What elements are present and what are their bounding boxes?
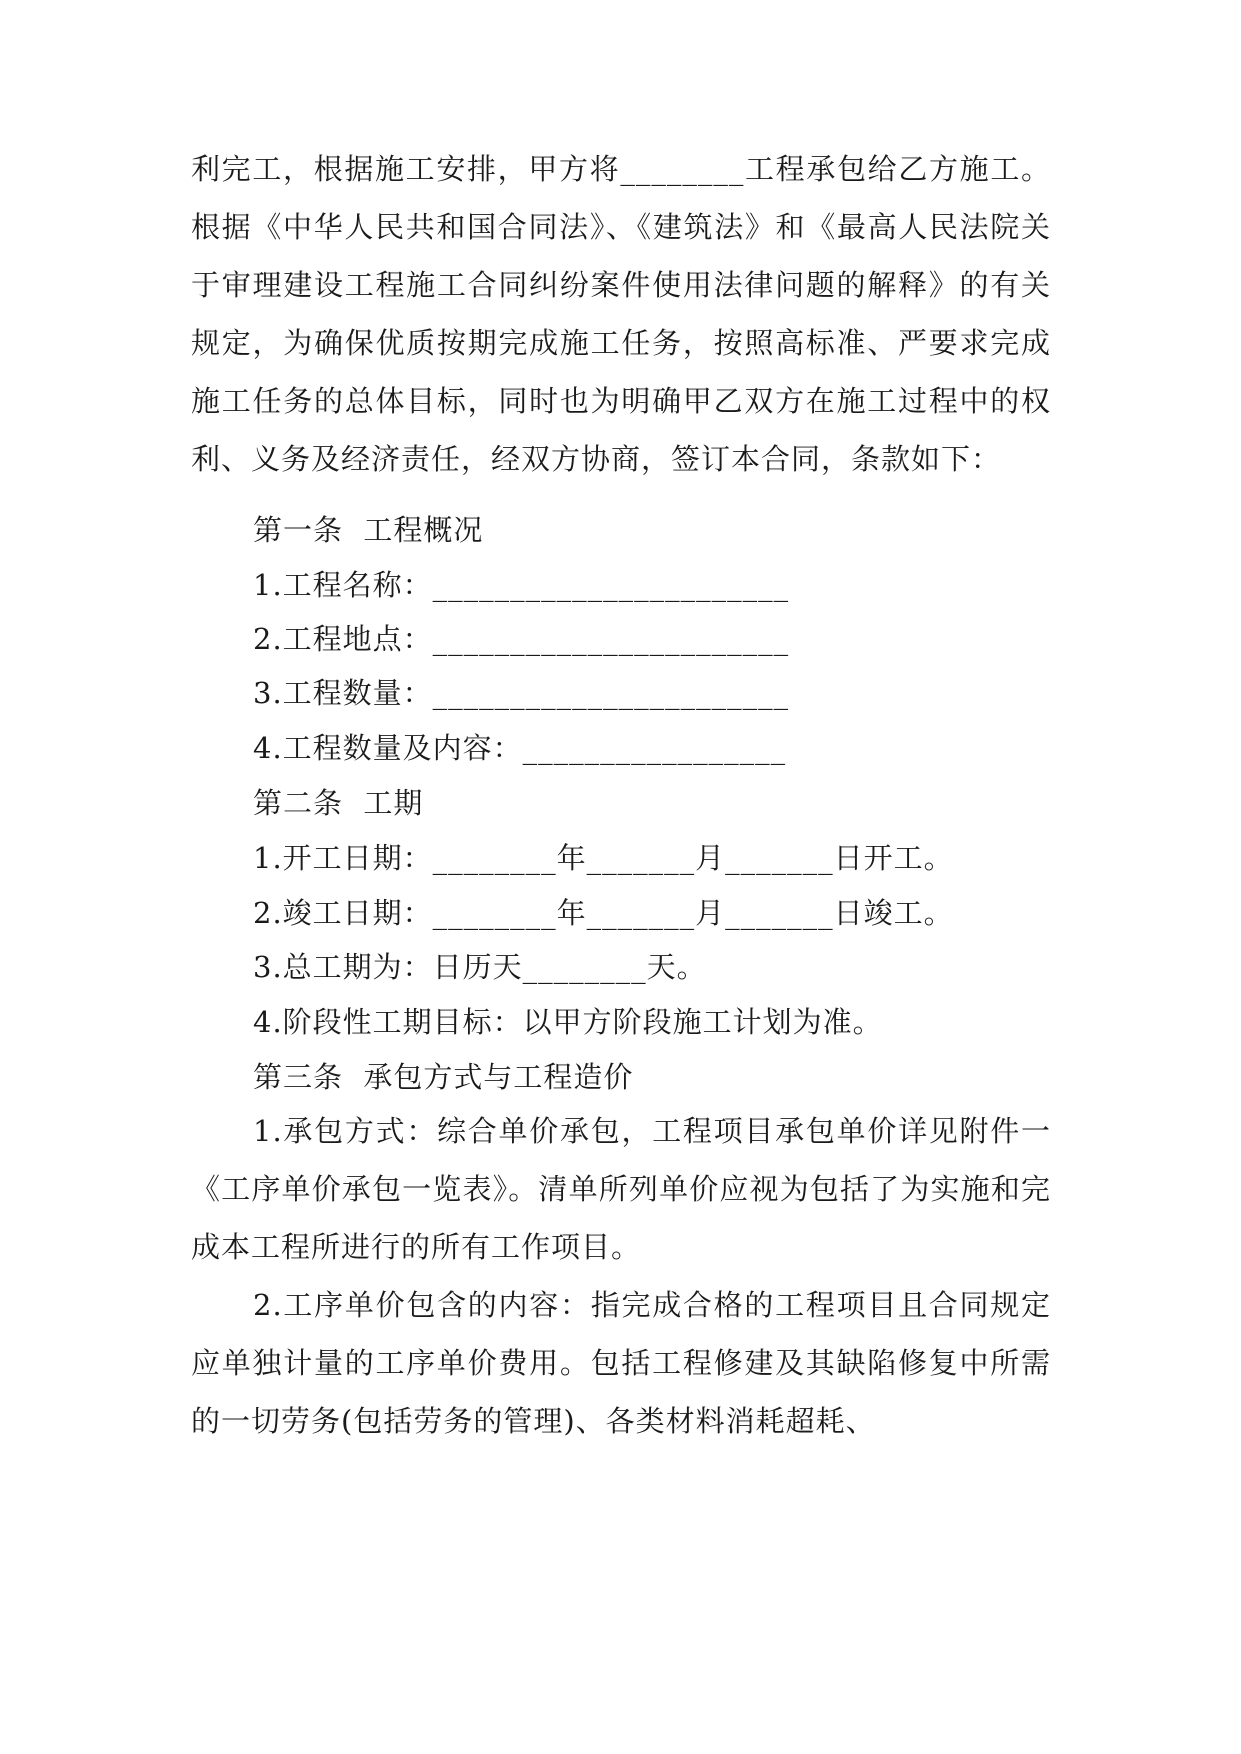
- article-3-paragraph-1: 1.承包方式：综合单价承包，工程项目承包单价详见附件一《工序单价承包一览表》。清单所列单价应视为包括了为实施和完成本工程所进行的所有工作项目。: [191, 1114, 1051, 1264]
- article-1-item-quantity-content: 4.工程数量及内容：_________________: [253, 731, 787, 765]
- article-2-item-end-date: 2.竣工日期：________年_______月_______日竣工。: [253, 896, 954, 930]
- article-1-heading: 第一条 工程概况: [253, 513, 484, 547]
- article-3-heading: 第三条 承包方式与工程造价: [253, 1060, 634, 1094]
- article-2-heading: 第二条 工期: [253, 786, 424, 820]
- article-1-item-quantity: 3.工程数量：_______________________: [253, 676, 790, 710]
- article-3-paragraph-2: 2.工序单价包含的内容：指完成合格的工程项目且合同规定应单独计量的工序单价费用。包括工程修建及其缺陷修复中所需的一切劳务(包括劳务的管理)、各类材料消耗超耗、: [191, 1288, 1051, 1438]
- article-2-item-stage-target: 4.阶段性工期目标：以甲方阶段施工计划为准。: [253, 1005, 883, 1039]
- article-2-item-start-date: 1.开工日期：________年_______月_______日开工。: [253, 841, 954, 875]
- intro-paragraph: 利完工，根据施工安排，甲方将________工程承包给乙方施工。根据《中华人民共和国合同法》、《建筑法》和《最高人民法院关于审理建设工程施工合同纠纷案件使用法律问题的解释》的有关规定，为确保优质按期完成施工任务，按照高标准、严要求完成施工任务的总体目标，同时也为明确甲乙双方在施工过程中的权利、义务及经济责任，经双方协商，签订本合同，条款如下：: [191, 152, 1051, 476]
- article-2-item-total-period: 3.总工期为：日历天________天。: [253, 950, 707, 984]
- article-1-item-name: 1.工程名称：_______________________: [253, 568, 790, 602]
- article-1-item-location: 2.工程地点：_______________________: [253, 622, 790, 656]
